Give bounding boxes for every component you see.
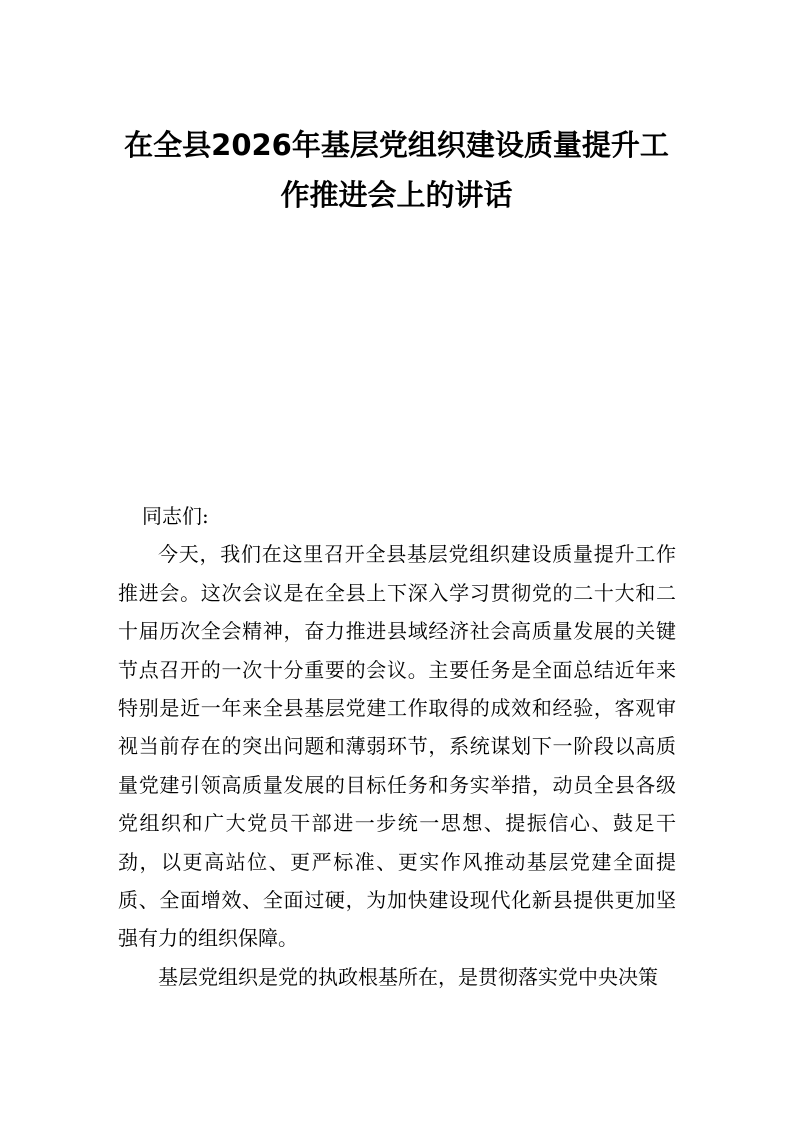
paragraph-1: 今天，我们在这里召开全县基层党组织建设质量提升工作推进会。这次会议是在全县上下深入学习贯彻党的二十大和二十届历次全会精神，奋力推进县域经济社会高质量发展的关键节点召开的一次十分重要的会议。主要任务是全面总结近年来特别是近一年来全县基层党建工作取得的成效和经验，客观审视当前存在的突出问题和薄弱环节，系统谋划下一阶段以高质量党建引领高质量发展的目标任务和务实举措，动员全县各级党组织和广大党员干部进一步统一思想、提振信心、鼓足干劲，以更高站位、更严标准、更实作风推动基层党建全面提质、全面增效、全面过硬，为加快建设现代化新县提供更加坚强有力的组织保障。	[118, 542, 676, 951]
document-title	[60, 120, 733, 220]
document-body	[118, 497, 676, 996]
salutation: 同志们:	[142, 504, 209, 528]
title-line-1: 在全县2026年基层党组织建设质量提升工	[124, 128, 669, 162]
paragraph-2: 基层党组织是党的执政根基所在，是贯彻落实党中央决策	[158, 964, 658, 989]
title-line-2: 作推进会上的讲话	[280, 178, 513, 212]
